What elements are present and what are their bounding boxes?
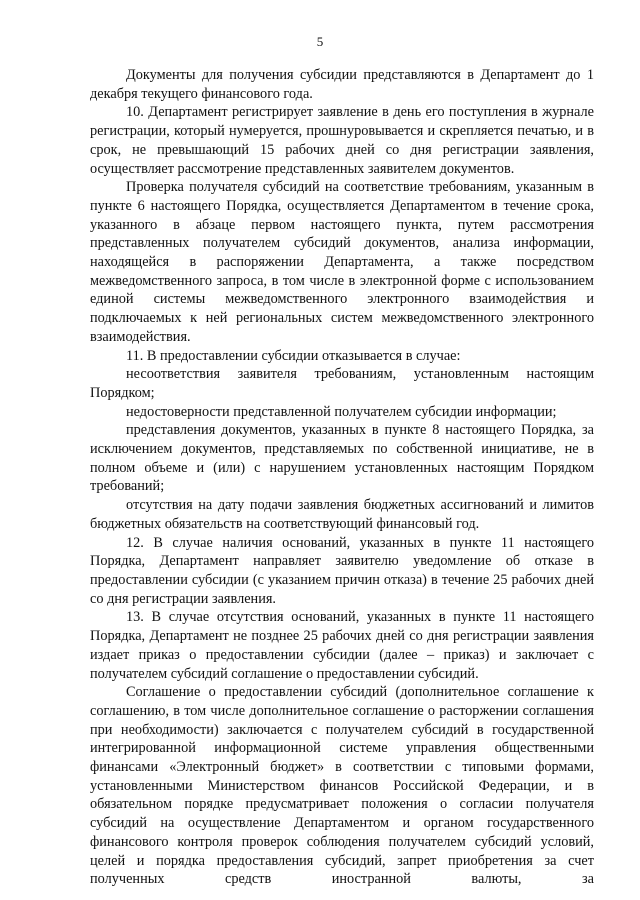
paragraph-item-12: 12. В случае наличия оснований, указанных в пункте 11 настоящего Порядка, Департамент направляет заявителю уведомление об отказе в предоставлении субсидии (с указанием причин отказа) в течение 25 рабочих дней со дня регистрации заявления. [90,534,594,607]
paragraph-item-11: 11. В предоставлении субсидии отказывается в случае: [126,347,461,364]
paragraph-refusal-reason-4: отсутствия на дату подачи заявления бюджетных ассигнований и лимитов бюджетных обязательств на соответствующий финансовый год. [90,497,594,532]
paragraph-documents-deadline: Документы для получения субсидии представляются в Департамент до 1 декабря текущего финансового года. [90,67,594,102]
paragraph-verification: Проверка получателя субсидий на соответствие требованиям, указанным в пункте 6 настоящего Порядка, осуществляется Департаментом в течение срока, указанного в абзаце первом настоящего пункта, путем рассмотрения представленных получателем субсидий документов, анализа информации, находящейся в распоряжении Департамента, а также посредством межведомственного запроса, в том числе в электронной форме с использованием единой системы межведомственного электронного взаимодействия и подключаемых к ней региональных систем межведомственного электронного взаимодействия. [90,179,594,345]
paragraph-agreement: Соглашение о предоставлении субсидий (дополнительное соглашение к соглашению, в том числе дополнительное соглашение о расторжении соглашения при необходимости) заключается с получателем субсидий в государственной интегрированной информационной системе управления общественными финансами «Электронный бюджет» в соответствии с типовыми формами, установленными Министерством финансов Российской Федерации, и в обязательном порядке предусматривает положения о согласии получателя субсидий на осуществление Департаментом и органом государственного финансового контроля проверок соблюдения получателем субсидий условий, целей и порядка предоставления субсидий, запрет приобретения за счет полученных средств иностранной валюты, за [90,684,594,888]
document-body [90,66,594,889]
paragraph-item-13: 13. В случае отсутствия оснований, указанных в пункте 11 настоящего Порядка, Департамент не позднее 25 рабочих дней со дня регистрации заявления издает приказ о предоставлении субсидии (далее – приказ) и заключает с получателем субсидий соглашение о предоставлении субсидий. [90,609,594,682]
paragraph-item-10: 10. Департамент регистрирует заявление в день его поступления в журнале регистрации, который нумеруется, прошнуровывается и скрепляется печатью, и в срок, не превышающий 15 рабочих дней со дня регистрации заявления, осуществляет рассмотрение представленных заявителем документов. [90,104,594,177]
page-number: 5 [316,34,324,49]
paragraph-refusal-reason-1: несоответствия заявителя требованиям, установленным настоящим Порядком; [90,366,594,401]
paragraph-refusal-reason-3: представления документов, указанных в пункте 8 настоящего Порядка, за исключением документов, представляемых по собственной инициативе, не в полном объеме и (или) с нарушением установленных настоящим Порядком требований; [90,422,594,495]
paragraph-refusal-reason-2: недостоверности представленной получателем субсидии информации; [126,403,557,420]
